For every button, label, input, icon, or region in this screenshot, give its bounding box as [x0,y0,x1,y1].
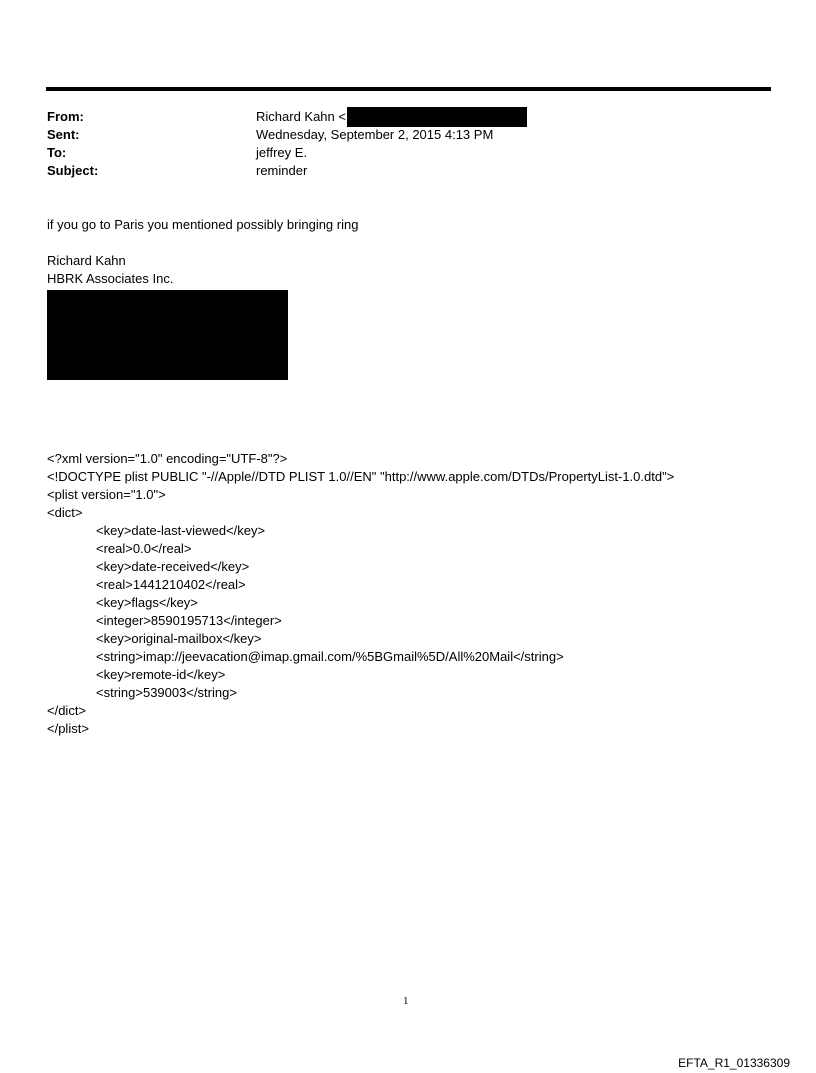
xml-line: <key>original-mailbox</key> [96,631,262,646]
xml-line: <key>flags</key> [96,595,198,610]
sent-label: Sent: [47,127,80,142]
xml-line: <?xml version="1.0" encoding="UTF-8"?> [47,451,288,466]
xml-line: <dict> [47,505,83,520]
xml-line: <real>1441210402</real> [96,577,246,592]
xml-line: <key>date-received</key> [96,559,250,574]
xml-line: <key>date-last-viewed</key> [96,523,266,538]
subject-value: reminder [256,163,308,178]
from-value [256,108,527,126]
from-row [47,108,527,126]
page-number: 1 [403,995,409,1007]
from-name: Richard Kahn < [256,109,346,124]
xml-line: <string>539003</string> [96,685,237,700]
from-label: From: [47,109,84,124]
plist-xml [47,450,674,738]
xml-line: <string>imap://jeevacation@imap.gmail.com/%5BGmail%5D/All%20Mail</string> [96,649,564,664]
xml-line: <plist version="1.0"> [47,487,166,502]
subject-row [47,162,527,180]
xml-line: </dict> [47,703,87,718]
sent-row [47,126,527,144]
sent-value: Wednesday, September 2, 2015 4:13 PM [256,127,494,142]
header-rule [46,87,771,91]
email-header [47,108,527,180]
xml-line: <!DOCTYPE plist PUBLIC "-//Apple//DTD PLIST 1.0//EN" "http://www.apple.com/DTDs/PropertyList-1.0.dtd"> [47,469,675,484]
to-row [47,144,527,162]
redaction-block [47,290,288,380]
xml-line: </plist> [47,721,89,736]
xml-line: <integer>8590195713</integer> [96,613,282,628]
to-label: To: [47,145,67,160]
xml-line: <key>remote-id</key> [96,667,226,682]
xml-line: <real>0.0</real> [96,541,192,556]
message-body: if you go to Paris you mentioned possibly bringing ring [47,217,359,232]
signature-name: Richard Kahn [47,253,126,268]
redaction-bar [347,107,527,127]
subject-label: Subject: [47,163,99,178]
bates-number: EFTA_R1_01336309 [678,1056,790,1070]
signature-company: HBRK Associates Inc. [47,271,174,286]
to-value: jeffrey E. [256,145,308,160]
